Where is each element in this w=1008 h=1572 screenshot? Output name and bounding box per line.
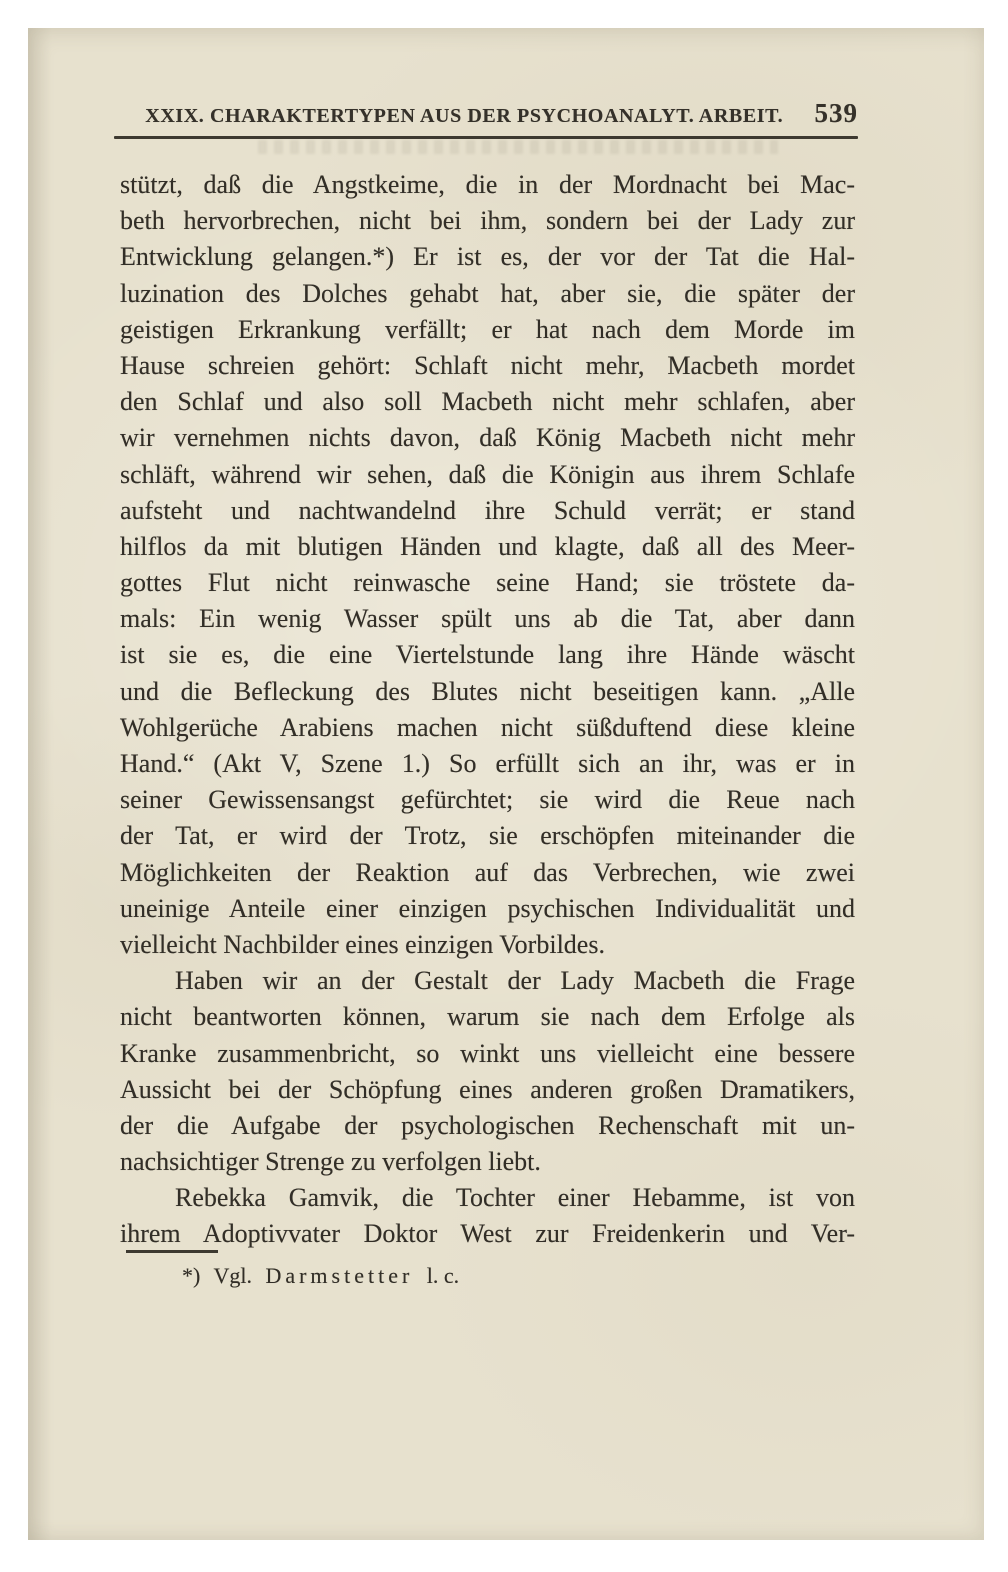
footnote-marker: *) [182, 1263, 201, 1288]
text-line: stützt, daß die Angstkeime, die in der Mordnacht bei Mac- [120, 170, 855, 199]
text-line: vielleicht Nachbilder eines einzigen Vorbildes. [120, 929, 605, 959]
text-line: ihrem Adoptivvater Doktor West zur Freidenkerin und Ver- [120, 1219, 855, 1249]
bleed-through-artifact [258, 140, 778, 154]
text-line: seiner Gewissensangst gefürchtet; sie wird die Reue nach [120, 785, 855, 815]
text-line: Kranke zusammenbricht, so winkt uns vielleicht eine bessere [120, 1038, 855, 1068]
text-line: wir vernehmen nichts davon, daß König Macbeth nicht mehr [120, 423, 855, 453]
footnote [182, 1261, 459, 1291]
text-line: Haben wir an der Gestalt der Lady Macbeth die Frage [175, 966, 855, 996]
text-line: geistigen Erkrankung verfällt; er hat nach dem Morde im [120, 314, 855, 344]
text-line: nachsichtiger Strenge zu verfolgen liebt. [120, 1147, 541, 1177]
text-line: den Schlaf und also soll Macbeth nicht mehr schlafen, aber [120, 387, 855, 417]
body-text [120, 167, 855, 1253]
text-line: der die Aufgabe der psychologischen Rechenschaft mit un- [120, 1110, 855, 1140]
text-line: Möglichkeiten der Reaktion auf das Verbrechen, wie zwei [120, 857, 855, 887]
text-line: beth hervorbrechen, nicht bei ihm, sondern bei der Lady zur [120, 206, 855, 236]
text-line: mals: Ein wenig Wasser spült uns ab die Tat, aber dann [120, 604, 855, 634]
footnote-prefix: Vgl. [213, 1263, 252, 1288]
text-line: uneinige Anteile einer einzigen psychischen Individualität und [120, 893, 855, 923]
text-line: Hause schreien gehört: Schlaft nicht mehr, Macbeth mordet [120, 350, 855, 380]
text-line: und die Befleckung des Blutes nicht beseitigen kann. „Alle [120, 676, 855, 706]
footnote-rule [126, 1250, 218, 1253]
text-line: gottes Flut nicht reinwasche seine Hand; sie tröstete da- [120, 568, 855, 598]
text-line: Rebekka Gamvik, die Tochter einer Hebamme, ist von [175, 1183, 855, 1213]
text-line: Hand.“ (Akt V, Szene 1.) So erfüllt sich an ihr, was er in [120, 749, 855, 778]
text-line: Wohlgerüche Arabiens machen nicht süßduftend diese kleine [120, 712, 855, 742]
text-line: aufsteht und nachtwandelnd ihre Schuld verrät; er stand [120, 495, 855, 525]
book-page [28, 28, 984, 1540]
page-header [114, 98, 858, 132]
text-line: luzination des Dolches gehabt hat, aber sie, die später der [120, 278, 855, 308]
header-rule [114, 136, 858, 139]
text-line: hilflos da mit blutigen Händen und klagte, daß all des Meer- [120, 531, 855, 561]
text-line: Aussicht bei der Schöpfung eines anderen großen Dramatikers, [120, 1074, 855, 1104]
footnote-author: Darmstetter [265, 1263, 414, 1288]
running-head-title: XXIX. CHARAKTERTYPEN AUS DER PSYCHOANALYT. ARBEIT. [145, 105, 784, 127]
page-number: 539 [814, 98, 858, 128]
text-line: der Tat, er wird der Trotz, sie erschöpfen miteinander die [120, 821, 855, 851]
text-line: nicht beantworten können, warum sie nach dem Erfolge als [120, 1002, 855, 1032]
text-line: schläft, während wir sehen, daß die Königin aus ihrem Schlafe [120, 459, 855, 489]
text-line: ist sie es, die eine Viertelstunde lang ihre Hände wäscht [120, 640, 855, 670]
footnote-suffix: l. c. [426, 1263, 460, 1288]
text-line: Entwicklung gelangen.*) Er ist es, der vor der Tat die Hal- [120, 242, 855, 272]
